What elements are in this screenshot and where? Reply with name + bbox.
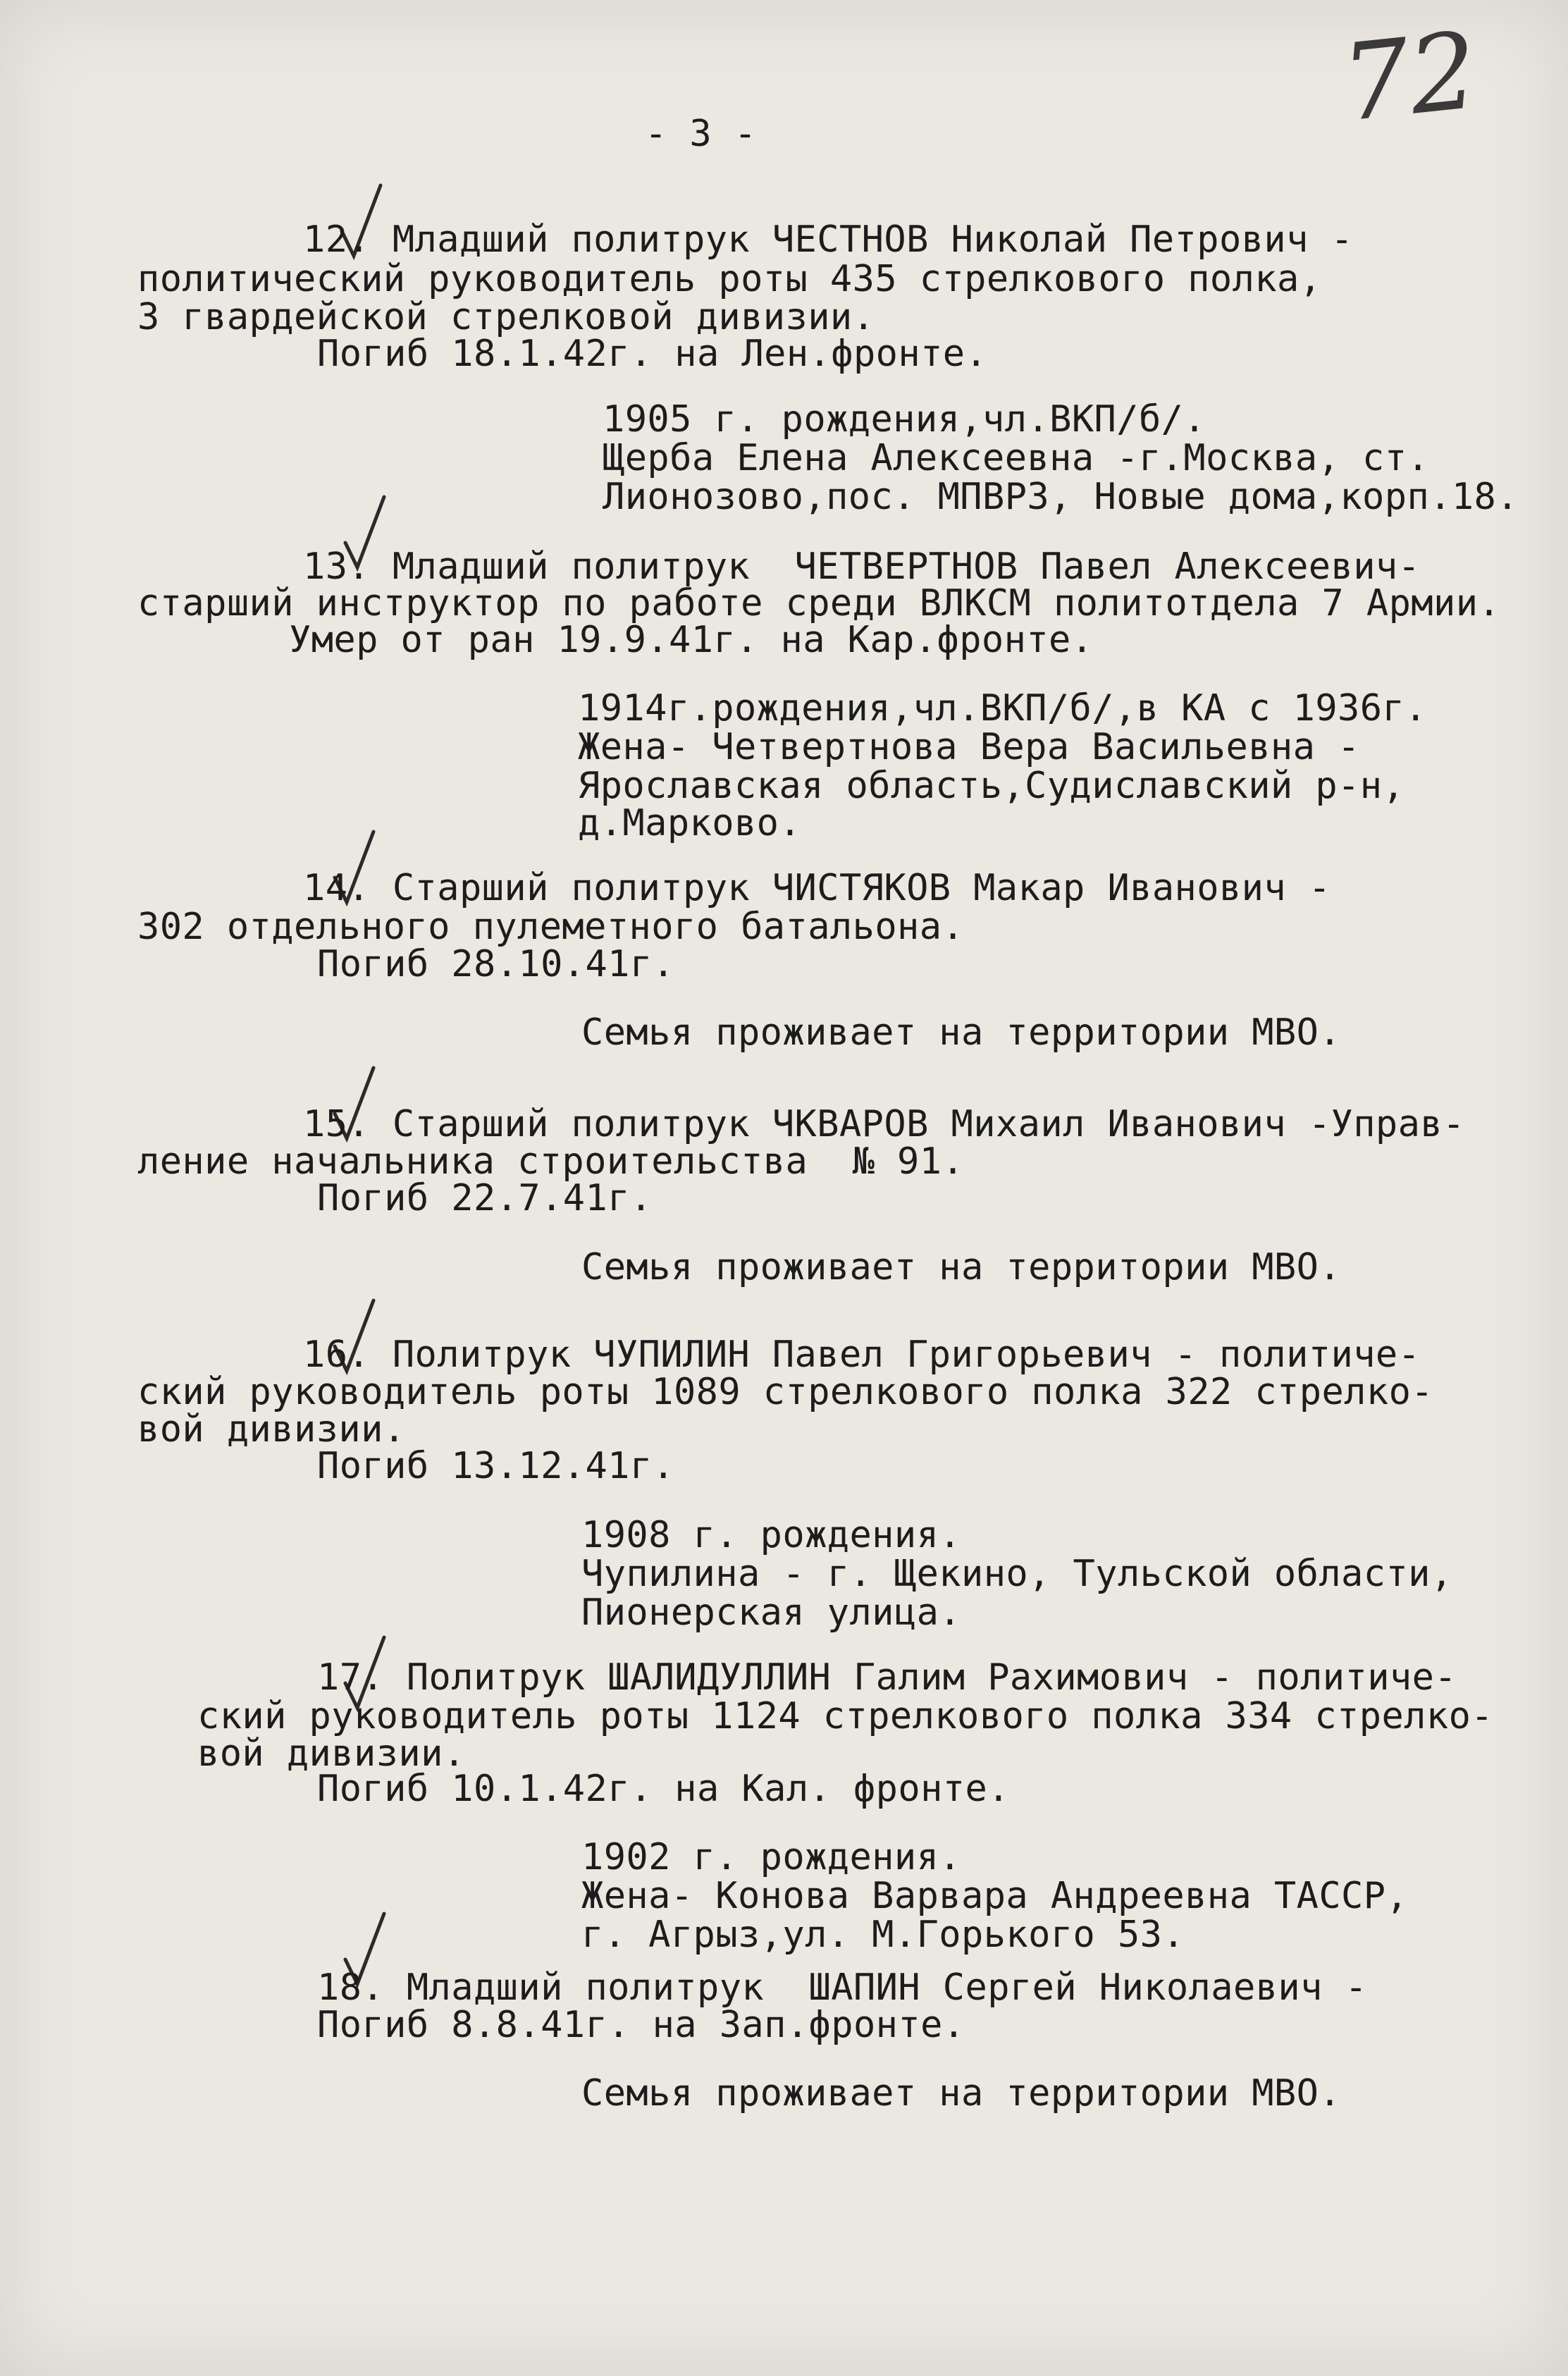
entry-17-detail-2: Жена- Конова Варвара Андреевна ТАССР, [581, 1875, 1409, 1917]
entry-16-detail-2: Чупилина - г. Щекино, Тульской области, [581, 1553, 1453, 1595]
entry-15-detail-1: Семья проживает на территории МВО. [581, 1246, 1342, 1288]
entry-13-detail-4: д.Марково. [578, 802, 802, 844]
entry-12-detail-3: Лионозово,пос. МПВРЗ, Новые дома,корп.18. [603, 476, 1519, 518]
entry-17-detail-1: 1902 г. рождения. [581, 1836, 962, 1878]
entry-17-detail-3: г. Агрыз,ул. М.Горького 53. [581, 1914, 1185, 1956]
entry-17-line-1: 17. Политрук ШАЛИДУЛЛИН Галим Рахимович - политиче- [317, 1656, 1457, 1699]
entry-18-death: Погиб 8.8.41г. на Зап.фронте. [317, 2004, 965, 2046]
entry-13-detail-1: 1914г.рождения,чл.ВКП/б/,в КА с 1936г. [578, 687, 1427, 730]
entry-13-death: Умер от ран 19.9.41г. на Кар.фронте. [289, 619, 1094, 661]
entry-14-detail-1: Семья проживает на территории МВО. [581, 1011, 1342, 1054]
entry-13-line-2: старший инструктор по работе среди ВЛКСМ политотдела 7 Армии. [137, 582, 1501, 624]
entry-17-line-3: вой дивизии. [197, 1732, 466, 1775]
entry-16-detail-3: Пионерская улица. [581, 1592, 962, 1634]
entry-16-line-2: ский руководитель роты 1089 стрелкового полка 322 стрелко- [137, 1371, 1433, 1413]
entry-18-line-1: 18. Младший политрук ШАПИН Сергей Николаевич - [317, 1966, 1368, 2009]
entry-12-detail-1: 1905 г. рождения,чл.ВКП/б/. [603, 398, 1206, 441]
entry-14-death: Погиб 28.10.41г. [317, 943, 675, 985]
entry-15-death: Погиб 22.7.41г. [317, 1177, 653, 1219]
page-number: - 3 - [645, 113, 757, 155]
entry-14-line-2: 302 отдельного пулеметного батальона. [137, 906, 965, 948]
entry-12-line-1: 12. Младший политрук ЧЕСТНОВ Николай Петрович - [303, 218, 1354, 261]
entry-12-line-2: политический руководитель роты 435 стрелкового полка, [137, 258, 1322, 300]
archive-page-number: 72 [1336, 9, 1483, 146]
entry-13-detail-2: Жена- Четвертнова Вера Васильевна - [578, 726, 1360, 768]
entry-13-detail-3: Ярославская область,Судиславский р-н, [578, 765, 1405, 807]
entry-17-death: Погиб 10.1.42г. на Кал. фронте. [317, 1768, 1010, 1810]
entry-14-line-1: 14. Старший политрук ЧИСТЯКОВ Макар Иванович - [303, 867, 1331, 909]
entry-13-line-1: 13. Младший политрук ЧЕТВЕРТНОВ Павел Алексеевич- [303, 546, 1421, 588]
entry-16-death: Погиб 13.12.41г. [317, 1445, 675, 1487]
entry-15-line-2: ление начальника строительства № 91. [137, 1140, 965, 1183]
entry-17-line-2: ский руководитель роты 1124 стрелкового полка 334 стрелко- [197, 1695, 1493, 1737]
entry-16-detail-1: 1908 г. рождения. [581, 1514, 962, 1556]
entry-16-line-1: 16. Политрук ЧУПИЛИН Павел Григорьевич - политиче- [303, 1334, 1421, 1376]
entry-16-line-3: вой дивизии. [137, 1408, 406, 1451]
entry-15-line-1: 15. Старший политрук ЧКВАРОВ Михаил Иванович -Управ- [303, 1103, 1465, 1145]
entry-12-detail-2: Щерба Елена Алексеевна -г.Москва, ст. [603, 437, 1430, 479]
entry-18-detail-1: Семья проживает на территории МВО. [581, 2072, 1342, 2115]
entry-12-death: Погиб 18.1.42г. на Лен.фронте. [317, 333, 988, 375]
entry-12-line-3: 3 гвардейской стрелковой дивизии. [137, 296, 875, 338]
